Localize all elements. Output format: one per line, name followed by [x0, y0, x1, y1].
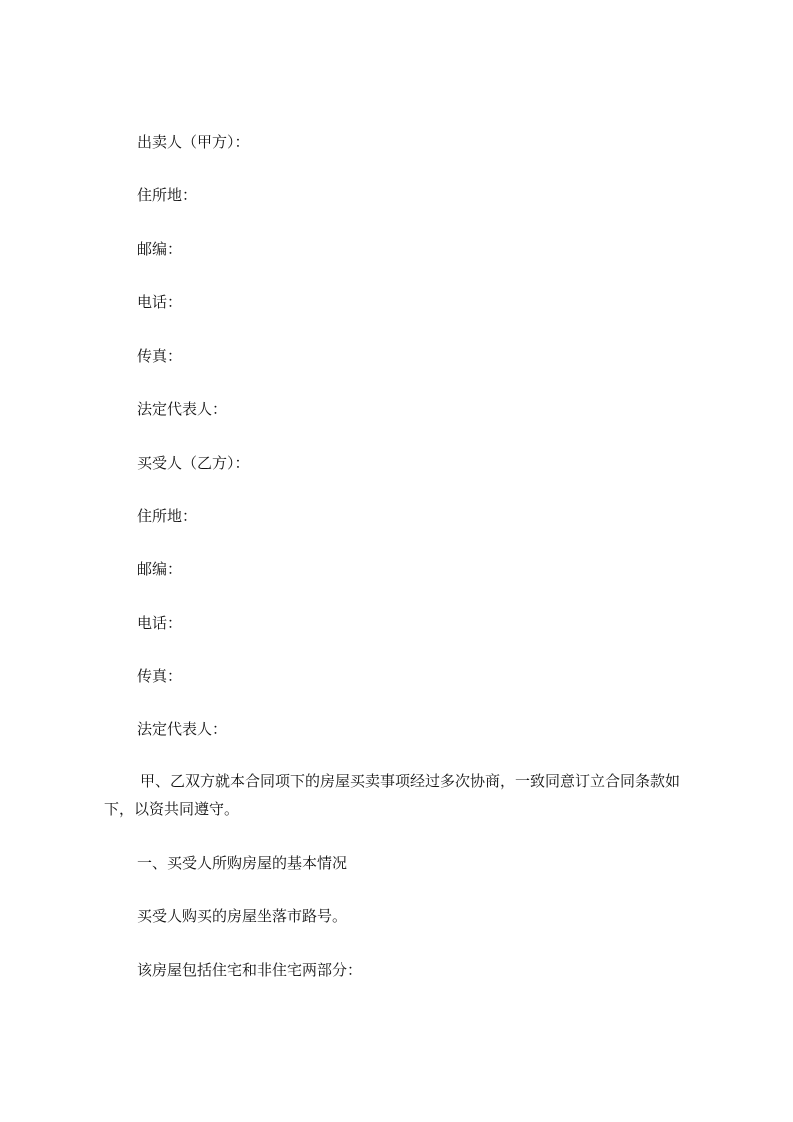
seller-fax-label: 传真： [137, 347, 183, 365]
section-1-heading: 一、买受人所购房屋的基本情况 [137, 854, 348, 872]
buyer-legal-rep-label: 法定代表人： [137, 720, 228, 738]
buyer-title: 买受人（乙方）： [137, 454, 250, 472]
preamble-paragraph [104, 767, 704, 823]
seller-address-label: 住所地： [137, 186, 198, 204]
seller-legal-rep-label: 法定代表人： [137, 400, 228, 418]
buyer-fax-label: 传真： [137, 667, 183, 685]
house-composition-text: 该房屋包括住宅和非住宅两部分： [137, 961, 363, 979]
seller-title: 出卖人（甲方）： [137, 133, 250, 151]
preamble-text: 甲、乙双方就本合同项下的房屋买卖事项经过多次协商，一致同意订立合同条款如下，以资共同遵守。 [104, 772, 681, 818]
buyer-address-label: 住所地： [137, 507, 198, 525]
buyer-phone-label: 电话： [137, 614, 183, 632]
buyer-postcode-label: 邮编： [137, 560, 183, 578]
house-location-text: 买受人购买的房屋坐落市路号。 [137, 907, 348, 925]
seller-postcode-label: 邮编： [137, 240, 183, 258]
seller-phone-label: 电话： [137, 293, 183, 311]
